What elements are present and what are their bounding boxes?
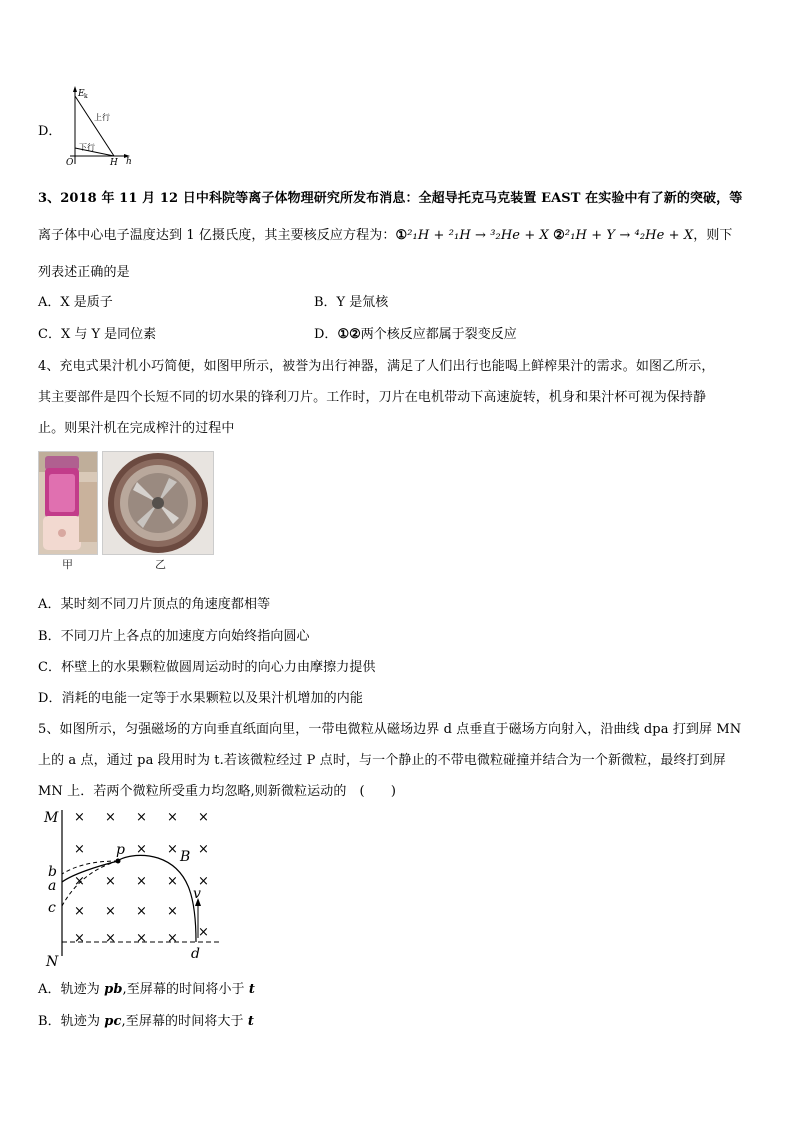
q4-line1: 4、充电式果汁机小巧简便，如图甲所示，被誉为出行神器，满足了人们出行也能喝上鲜榨果汁的需求。如图乙所示， bbox=[38, 359, 715, 374]
cross-mark: × bbox=[198, 810, 209, 825]
cross-mark: × bbox=[105, 810, 116, 825]
cross-mark: × bbox=[136, 810, 147, 825]
cross-mark: × bbox=[198, 842, 209, 857]
q3-option-a: A．X 是质子 bbox=[38, 295, 113, 310]
label-field-b: B bbox=[180, 849, 191, 865]
q5-option-b-t: t bbox=[247, 1014, 254, 1029]
cross-mark: × bbox=[74, 810, 85, 825]
q5-line2: 上的 a 点，通过 pa 段用时为 t.若该微粒经过 P 点时，与一个静止的不带电微粒碰撞并结合为一个新微粒，最终打到屏 bbox=[38, 753, 726, 768]
y-axis-sub: k bbox=[84, 93, 88, 100]
juicer-photo bbox=[38, 451, 98, 555]
q5-option-b-mid: ,至屏幕的时间将大于 bbox=[121, 1014, 248, 1029]
q5-line1: 5、如图所示，匀强磁场的方向垂直纸面向里，一带电微粒从磁场边界 d 点垂直于磁场方向射入，沿曲线 dpa 打到屏 MN bbox=[38, 722, 742, 737]
cross-mark: × bbox=[74, 931, 85, 946]
q4-option-d: D．消耗的电能一定等于水果颗粒以及果汁机增加的内能 bbox=[38, 691, 363, 706]
cross-mark: × bbox=[136, 904, 147, 919]
cross-mark: × bbox=[136, 931, 147, 946]
cross-mark: × bbox=[105, 874, 116, 889]
point-p bbox=[116, 859, 121, 864]
down-label: 下行 bbox=[79, 143, 95, 152]
label-v: v bbox=[193, 886, 201, 902]
q4-option-c: C．杯壁上的水果颗粒做圆周运动时的向心力由摩擦力提供 bbox=[38, 660, 376, 675]
q3-circle-1: ① bbox=[395, 228, 408, 243]
q3-option-b: B．Y 是氚核 bbox=[314, 295, 389, 310]
q5-option-b bbox=[38, 1010, 254, 1029]
q5-option-a bbox=[38, 978, 255, 997]
label-c: c bbox=[48, 900, 56, 916]
blade-photo bbox=[102, 451, 214, 555]
q4-line3: 止。则果汁机在完成榨汁的过程中 bbox=[38, 421, 235, 436]
ek-h-graph bbox=[58, 84, 148, 168]
q3-line2-pre: 离子体中心电子温度达到 1 亿摄氏度，其主要核反应方程为： bbox=[38, 228, 396, 243]
q5-option-a-path: pb bbox=[104, 982, 123, 997]
cross-mark: × bbox=[167, 904, 178, 919]
cross-mark: × bbox=[198, 874, 209, 889]
h-mark-label: H bbox=[110, 158, 118, 168]
q3-option-d-pre: D． bbox=[314, 327, 338, 342]
label-d: d bbox=[191, 946, 200, 962]
cross-mark: × bbox=[167, 810, 178, 825]
label-p: p bbox=[116, 842, 125, 858]
magnetic-field-diagram bbox=[38, 806, 228, 970]
q4-line2: 其主要部件是四个长短不同的切水果的锋利刀片。工作时，刀片在电机带动下高速旋转，机身和果汁杯可视为保持静 bbox=[38, 390, 707, 405]
q3-option-d-circle-2: ② bbox=[349, 327, 361, 342]
option-d-label: D． bbox=[38, 124, 62, 139]
q3-option-d-circle-1: ① bbox=[337, 327, 350, 342]
cross-mark: × bbox=[198, 925, 209, 940]
cross-mark: × bbox=[167, 842, 178, 857]
cross-mark: × bbox=[74, 904, 85, 919]
q5-option-b-pre: B．轨迹为 bbox=[38, 1014, 105, 1029]
q3-circle-2: ② bbox=[553, 228, 565, 243]
q4-option-b: B．不同刀片上各点的加速度方向始终指向圆心 bbox=[38, 629, 310, 644]
up-label: 上行 bbox=[94, 113, 110, 122]
q3-equation-1: ²₁H + ²₁H → ³₂He + X bbox=[407, 228, 549, 243]
label-m: M bbox=[44, 810, 59, 826]
y-axis-arrow bbox=[73, 86, 77, 92]
q3-line2 bbox=[38, 224, 733, 243]
cross-mark: × bbox=[136, 842, 147, 857]
q3-line1: 3、2018 年 11 月 12 日中科院等离子体物理研究所发布消息：全超导托克马克装置 EAST 在实验中有了新的突破，等 bbox=[38, 191, 743, 206]
q3-equation-2: ²₁H + Y → ⁴₂He + X bbox=[564, 228, 694, 243]
q5-option-a-mid: ,至屏幕的时间将小于 bbox=[122, 982, 249, 997]
q3-option-d-post: 两个核反应都属于裂变反应 bbox=[360, 327, 517, 342]
q3-line3: 列表述正确的是 bbox=[38, 265, 130, 280]
cross-mark: × bbox=[105, 931, 116, 946]
cross-mark: × bbox=[74, 874, 85, 889]
cross-mark: × bbox=[105, 904, 116, 919]
q5-option-a-t: t bbox=[248, 982, 255, 997]
trajectory-dpa bbox=[62, 855, 196, 942]
q5-line3: MN 上．若两个微粒所受重力均忽略,则新微粒运动的 ( ) bbox=[38, 784, 397, 799]
q3-line2-post: ，则下 bbox=[693, 228, 733, 243]
label-n: N bbox=[46, 954, 59, 970]
x-axis-label: h bbox=[126, 157, 132, 167]
cross-mark: × bbox=[136, 874, 147, 889]
cross-mark: × bbox=[167, 874, 178, 889]
label-b: b bbox=[48, 864, 57, 880]
q5-option-a-pre: A．轨迹为 bbox=[38, 982, 105, 997]
q3-option-c: C．X 与 Y 是同位素 bbox=[38, 327, 157, 342]
field-crosses bbox=[74, 810, 209, 946]
q4-option-a: A．某时刻不同刀片顶点的角速度都相等 bbox=[38, 597, 271, 612]
q3-option-d bbox=[314, 323, 517, 342]
caption-jia: 甲 bbox=[62, 558, 73, 571]
label-a: a bbox=[48, 878, 57, 894]
cross-mark: × bbox=[74, 842, 85, 857]
origin-label: O bbox=[66, 158, 74, 168]
caption-yi: 乙 bbox=[155, 558, 166, 571]
q5-option-b-path: pc bbox=[104, 1014, 122, 1029]
y-axis-label: E bbox=[78, 89, 85, 99]
cross-mark: × bbox=[167, 931, 178, 946]
